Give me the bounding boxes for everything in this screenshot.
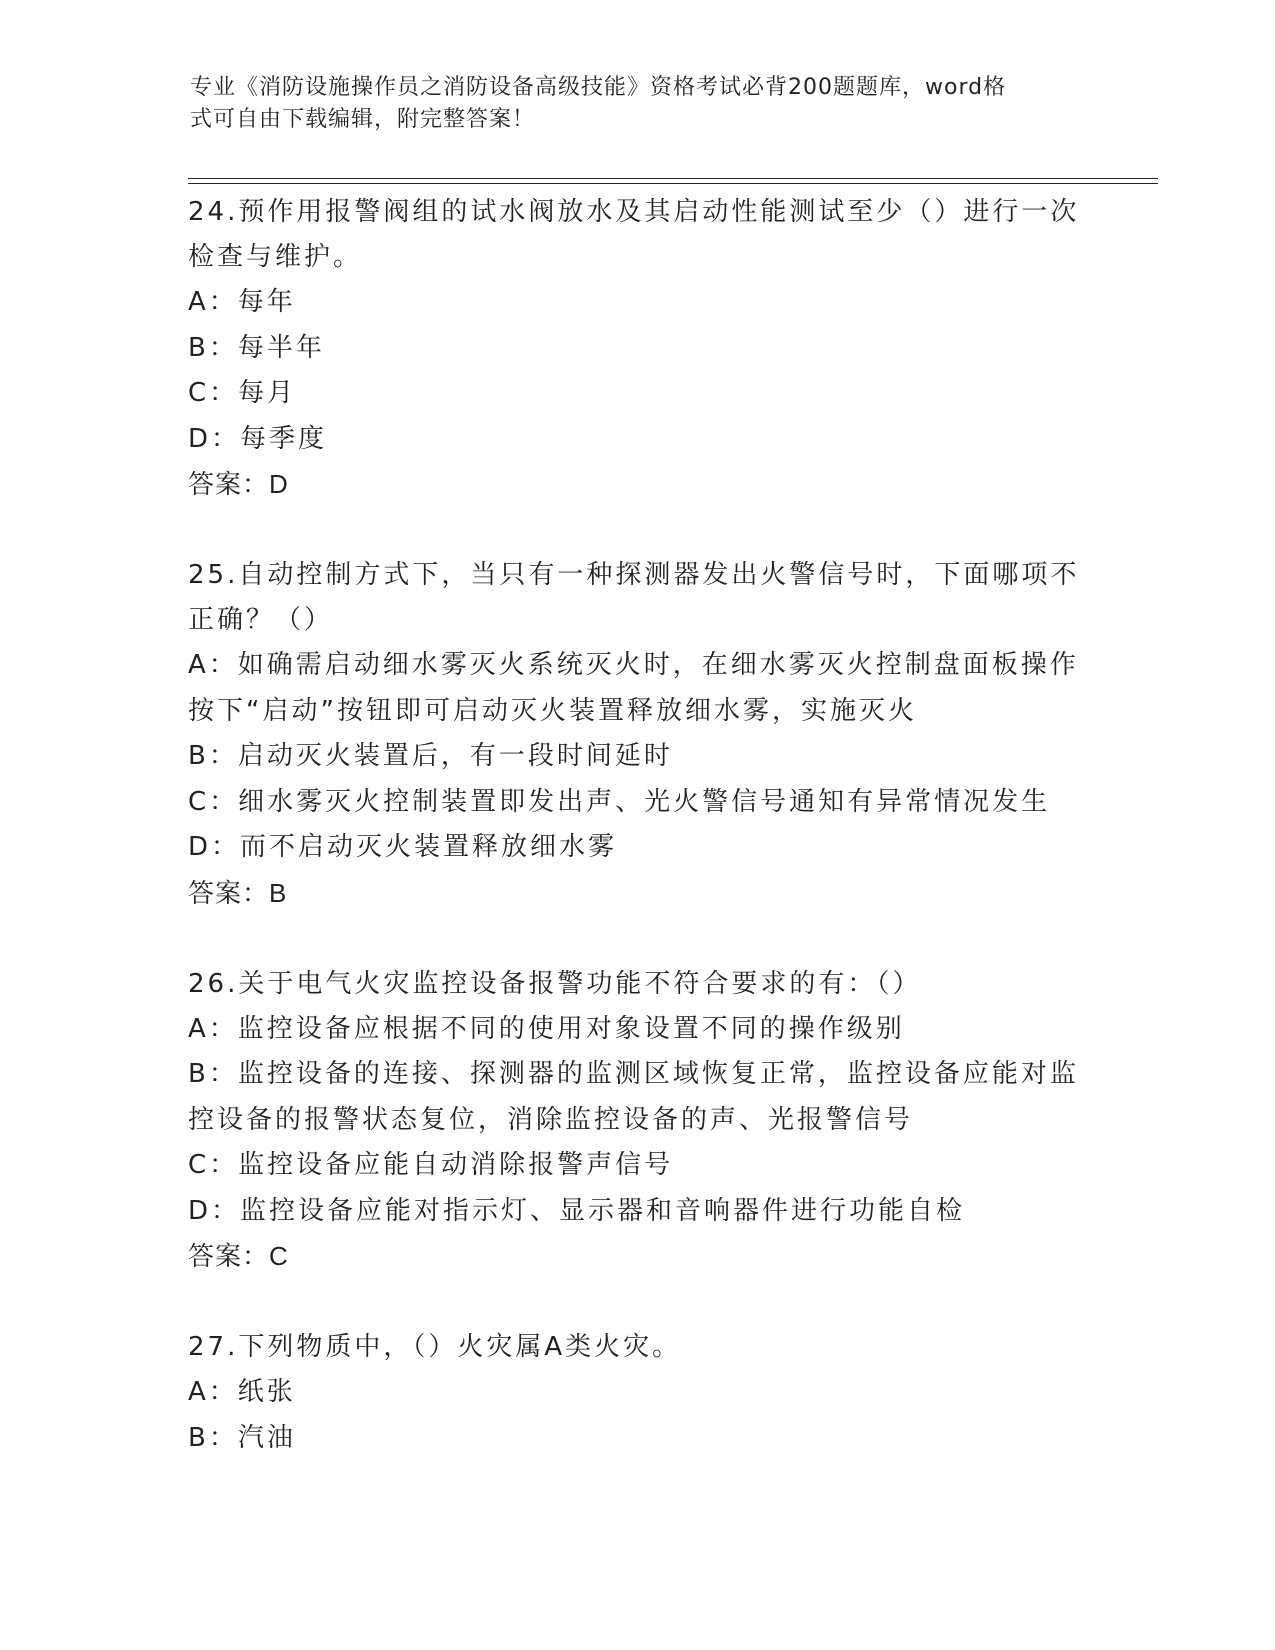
- answer-option: 按下“启动”按钮即可启动灭火装置释放细水雾，实施灭火: [188, 695, 917, 726]
- answer-option: B：汽油: [188, 1422, 296, 1453]
- answer-option: D：而不启动灭火装置释放细水雾: [188, 832, 618, 862]
- question-text: 检查与维护。: [188, 242, 363, 272]
- question-text: 24.预作用报警阀组的试水阀放水及其启动性能测试至少（）进行一次: [188, 197, 1080, 227]
- header-divider: [188, 183, 1158, 184]
- header-line: 式可自由下载编辑，附完整答案！: [190, 107, 536, 132]
- question-block: [188, 1325, 1088, 1461]
- answer-option: B：监控设备的连接、探测器的监测区域恢复正常，监控设备应能对监: [188, 1059, 1079, 1089]
- answer-option: C：每月: [188, 378, 297, 408]
- question-text: 26.关于电气火灾监控设备报警功能不符合要求的有：（）: [188, 968, 922, 999]
- header-divider: [188, 178, 1158, 179]
- answer-option: A：每年: [188, 287, 296, 317]
- question-list: [188, 190, 1088, 1507]
- answer-option: A：监控设备应根据不同的使用对象设置不同的操作级别: [188, 1013, 905, 1044]
- answer-option: D：每季度: [188, 423, 328, 454]
- question-text: 27.下列物质中，（）火灾属A类火灾。: [188, 1332, 682, 1362]
- answer-option: C：监控设备应能自动消除报警声信号: [188, 1150, 674, 1180]
- answer-option: B：每半年: [188, 332, 325, 363]
- answer-option: A：如确需启动细水雾灭火系统灭火时，在细水雾灭火控制盘面板操作: [188, 650, 1079, 680]
- answer-option: A：纸张: [188, 1377, 296, 1407]
- header-line: 专业《消防设施操作员之消防设备高级技能》资格考试必背200题题库，word格: [190, 75, 1007, 100]
- answer-key: 答案：D: [188, 469, 289, 499]
- document-header: [190, 72, 1070, 136]
- question-block: [188, 962, 1088, 1280]
- question-block: [188, 190, 1088, 507]
- question-block: [188, 553, 1088, 916]
- question-text: 正确？（）: [188, 605, 334, 635]
- answer-option: D：监控设备应能对指示灯、显示器和音响器件进行功能自检: [188, 1195, 966, 1226]
- answer-option: B：启动灭火装置后，有一段时间延时: [188, 741, 673, 771]
- answer-option: 控设备的报警状态复位，消除监控设备的声、光报警信号: [188, 1104, 914, 1135]
- answer-key: 答案：C: [188, 1241, 289, 1271]
- answer-option: C：细水雾灭火控制装置即发出声、光火警信号通知有异常情况发生: [188, 786, 1051, 817]
- question-text: 25.自动控制方式下，当只有一种探测器发出火警信号时，下面哪项不: [188, 560, 1080, 590]
- answer-key: 答案：B: [188, 877, 288, 908]
